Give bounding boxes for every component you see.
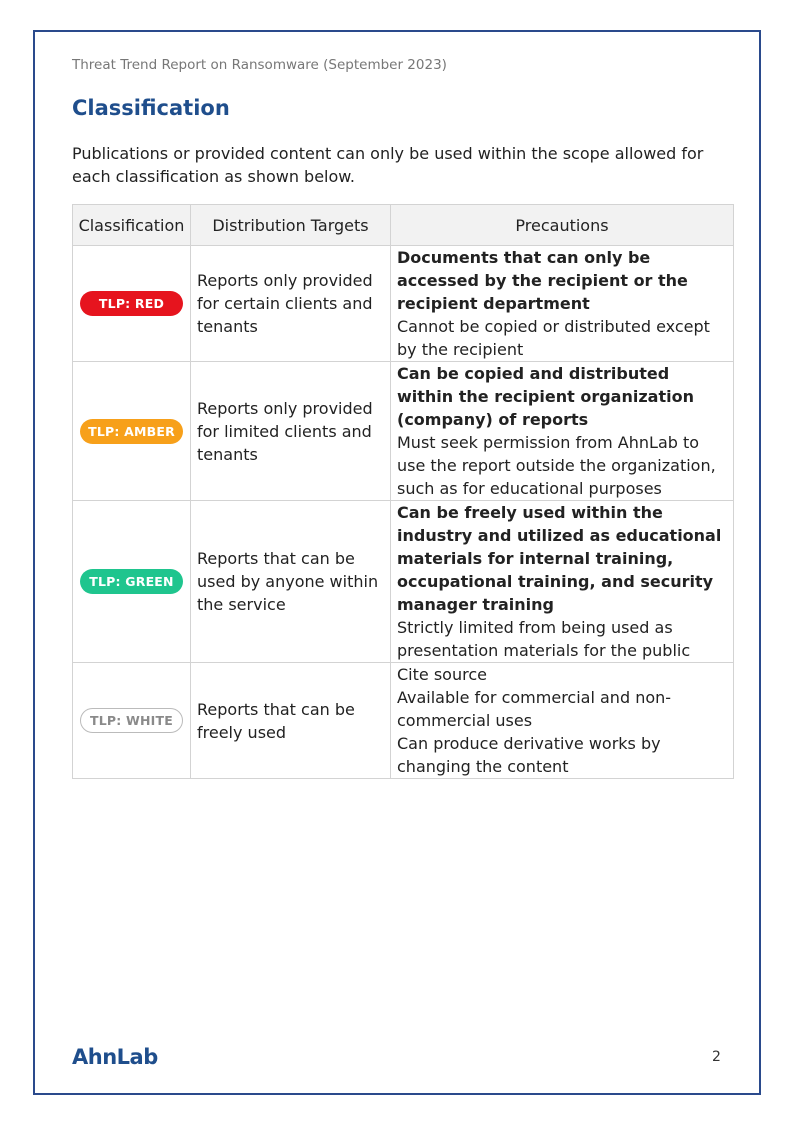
ahnlab-logo: AhnLab xyxy=(72,1045,158,1069)
classification-cell xyxy=(73,501,191,663)
column-header-distribution-targets: Distribution Targets xyxy=(191,205,391,246)
distribution-target-cell: Reports only provided for limited clients and tenants xyxy=(191,362,391,501)
intro-paragraph: Publications or provided content can only be used within the scope allowed for each classification as shown below. xyxy=(72,144,704,186)
table-row-tlp-white xyxy=(73,663,734,779)
tlp-green-badge: TLP: GREEN xyxy=(80,569,183,594)
page-number: 2 xyxy=(712,1049,721,1065)
precaution-note: Strictly limited from being used as presentation materials for the public xyxy=(397,618,691,660)
section-title: Classification xyxy=(72,96,230,120)
running-header: Threat Trend Report on Ransomware (September 2023) xyxy=(72,57,447,73)
tlp-white-badge: TLP: WHITE xyxy=(80,708,183,733)
distribution-target-cell: Reports only provided for certain clients and tenants xyxy=(191,246,391,362)
tlp-amber-badge: TLP: AMBER xyxy=(80,419,183,444)
tlp-red-badge: TLP: RED xyxy=(80,291,183,316)
precaution-derivative-works: Can produce derivative works by changing the content xyxy=(397,734,661,776)
column-header-classification: Classification xyxy=(73,205,191,246)
table-header-row xyxy=(73,205,734,246)
precaution-main: Can be freely used within the industry and utilized as educational materials for internal training, occupational training, and security manager training xyxy=(397,503,722,614)
distribution-target-cell: Reports that can be freely used xyxy=(191,663,391,779)
precautions-cell xyxy=(391,501,734,663)
classification-cell xyxy=(73,663,191,779)
precaution-main: Can be copied and distributed within the recipient organization (company) of reports xyxy=(397,364,694,429)
precaution-main: Documents that can only be accessed by the recipient or the recipient department xyxy=(397,248,688,313)
classification-table xyxy=(72,204,734,779)
classification-cell xyxy=(73,246,191,362)
column-header-precautions: Precautions xyxy=(391,205,734,246)
precaution-note: Cannot be copied or distributed except by the recipient xyxy=(397,317,710,359)
precautions-cell xyxy=(391,362,734,501)
table-row-tlp-green xyxy=(73,501,734,663)
precaution-note: Must seek permission from AhnLab to use the report outside the organization, such as for educational purposes xyxy=(397,433,716,498)
distribution-target-cell: Reports that can be used by anyone within the service xyxy=(191,501,391,663)
precautions-cell xyxy=(391,246,734,362)
table-row-tlp-red xyxy=(73,246,734,362)
precaution-commercial-use: Available for commercial and non-commercial uses xyxy=(397,688,672,730)
precaution-cite-source: Cite source xyxy=(397,665,487,684)
table-row-tlp-amber xyxy=(73,362,734,501)
classification-cell xyxy=(73,362,191,501)
precautions-cell xyxy=(391,663,734,779)
